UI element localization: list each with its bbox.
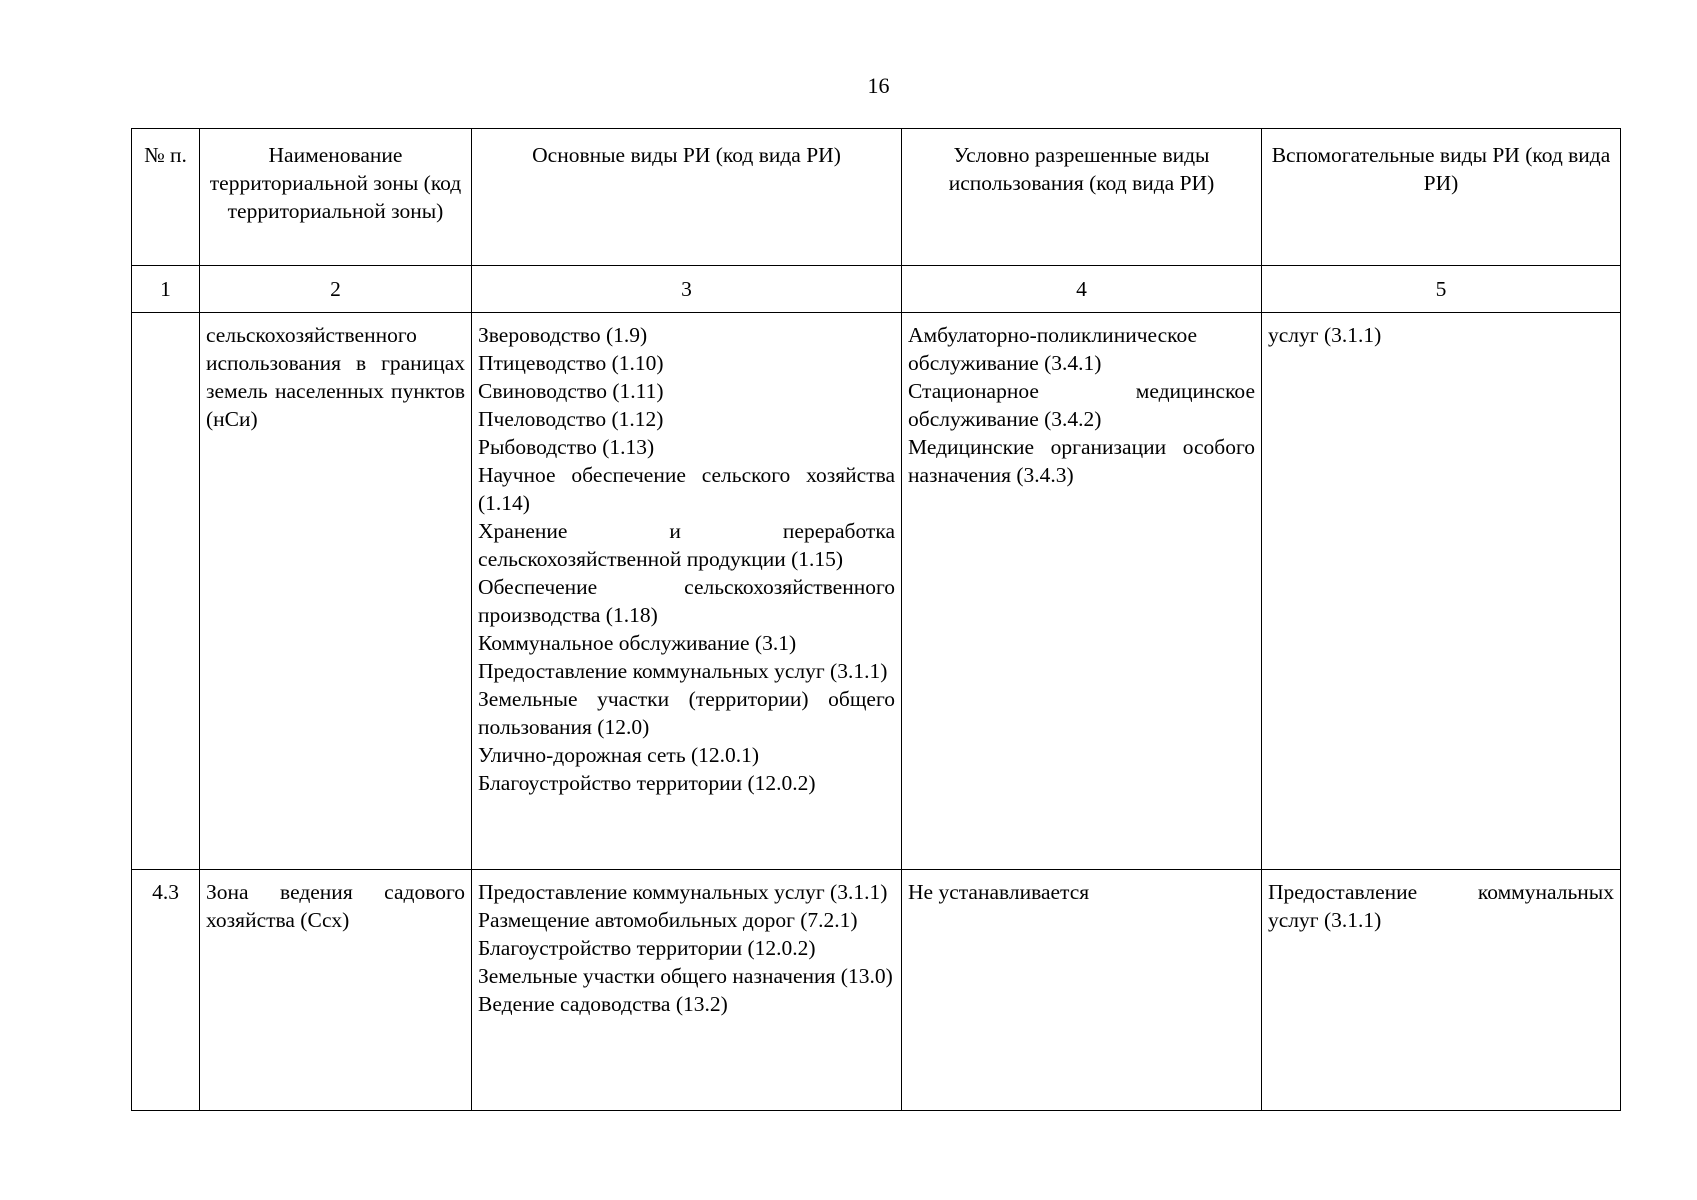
main-use-item: Земельные участки (территории) общего пользования (12.0): [478, 687, 895, 739]
main-use-item: Звероводство (1.9): [478, 323, 648, 347]
main-use-item: Хранение и переработка сельскохозяйственной продукции (1.15): [478, 519, 895, 571]
header-conditional-uses: Условно разрешенные виды использования (код вида РИ): [902, 129, 1262, 266]
main-use-item: Свиноводство (1.11): [478, 379, 664, 403]
conditional-use-item: Амбулаторно-поликлиническое обслуживание (3.4.1): [908, 323, 1198, 375]
main-use-item: Предоставление коммунальных услуг (3.1.1): [478, 880, 888, 904]
main-use-item: Предоставление коммунальных услуг (3.1.1): [478, 659, 888, 683]
main-use-item: Благоустройство территории (12.0.2): [478, 936, 816, 960]
zone-name: [200, 870, 472, 1111]
header-auxiliary-uses: Вспомогательные виды РИ (код вида РИ): [1262, 129, 1621, 266]
column-number: 2: [200, 266, 472, 313]
main-use-item: Рыбоводство (1.13): [478, 435, 655, 459]
table-header-row: [132, 129, 1621, 266]
main-use-item: Научное обеспечение сельского хозяйства (1.14): [478, 463, 895, 515]
zone-name-text: сельскохозяйственного использования в границах земель населенных пунктов (нСи): [206, 323, 465, 431]
conditional-use-item: Стационарное медицинское обслуживание (3.4.2): [908, 379, 1255, 431]
auxiliary-use-item: услуг (3.1.1): [1268, 323, 1382, 347]
main-uses: [472, 870, 902, 1111]
header-number: № п.: [132, 129, 200, 266]
column-numbers-row: [132, 266, 1621, 313]
main-uses: [472, 313, 902, 870]
main-use-item: Птицеводство (1.10): [478, 351, 664, 375]
page-number: 16: [867, 73, 890, 98]
conditional-use-item: Медицинские организации особого назначения (3.4.3): [908, 435, 1255, 487]
column-number: 5: [1262, 266, 1621, 313]
row-number: [132, 313, 200, 870]
main-use-item: Обеспечение сельскохозяйственного производства (1.18): [478, 575, 895, 627]
main-use-item: Улично-дорожная сеть (12.0.1): [478, 743, 760, 767]
table-row: [132, 313, 1621, 870]
auxiliary-use-item: Предоставление коммунальных услуг (3.1.1): [1268, 880, 1614, 932]
row-number: 4.3: [132, 870, 200, 1111]
main-use-item: Пчеловодство (1.12): [478, 407, 664, 431]
conditional-use-item: Не устанавливается: [908, 880, 1090, 904]
main-use-item: Размещение автомобильных дорог (7.2.1): [478, 908, 858, 932]
table-row: [132, 870, 1621, 1111]
conditional-uses: [902, 313, 1262, 870]
zones-table: [131, 128, 1621, 1111]
zone-name: [200, 313, 472, 870]
auxiliary-uses: [1262, 313, 1621, 870]
main-use-item: Земельные участки общего назначения (13.0): [478, 964, 893, 988]
main-use-item: Благоустройство территории (12.0.2): [478, 771, 816, 795]
header-main-uses: Основные виды РИ (код вида РИ): [472, 129, 902, 266]
main-use-item: Ведение садоводства (13.2): [478, 992, 728, 1016]
zone-name-text: Зона ведения садового хозяйства (Ссх): [206, 880, 465, 932]
main-use-item: Коммунальное обслуживание (3.1): [478, 631, 797, 655]
column-number: 4: [902, 266, 1262, 313]
column-number: 1: [132, 266, 200, 313]
column-number: 3: [472, 266, 902, 313]
conditional-uses: [902, 870, 1262, 1111]
header-zone-name: Наименование территориальной зоны (код территориальной зоны): [200, 129, 472, 266]
auxiliary-uses: [1262, 870, 1621, 1111]
